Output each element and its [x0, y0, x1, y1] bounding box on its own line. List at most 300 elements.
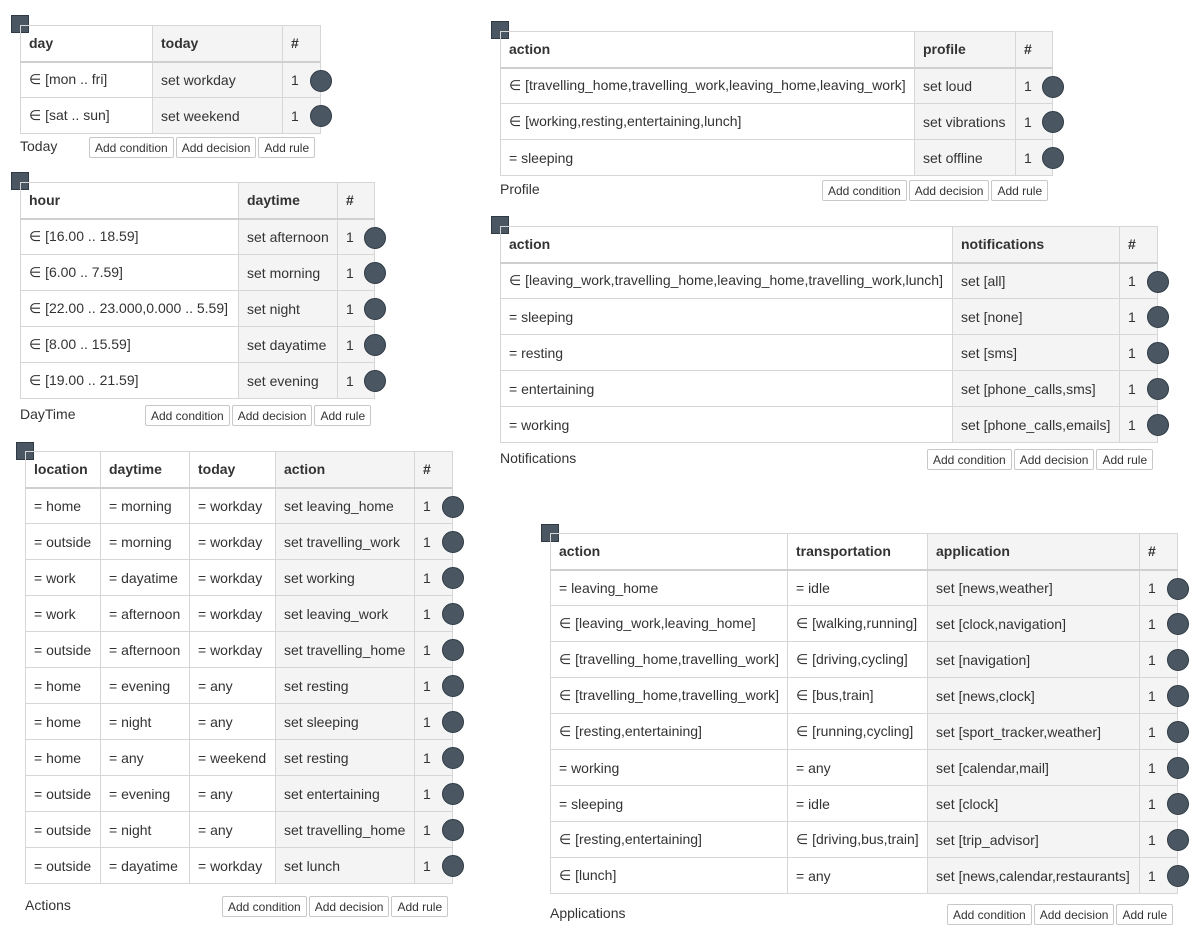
output-cell[interactable]: set leaving_home [276, 488, 415, 524]
input-cell[interactable]: ∈ [walking,running] [788, 606, 928, 642]
input-cell[interactable]: ∈ [leaving_work,travelling_home,leaving_home,travelling_work,lunch] [501, 263, 953, 299]
output-header-application[interactable]: application [928, 534, 1140, 570]
input-header-transportation[interactable]: transportation [788, 534, 928, 570]
output-cell[interactable]: set dayatime [239, 327, 338, 363]
output-cell[interactable]: set lunch [276, 848, 415, 884]
output-cell[interactable]: set afternoon [239, 219, 338, 255]
header-row [26, 452, 453, 488]
table-row [501, 299, 1158, 335]
input-cell[interactable]: ∈ [19.00 .. 21.59] [21, 363, 239, 399]
applications-table [550, 533, 1178, 894]
table-row [26, 812, 453, 848]
add-rule-button[interactable]: Add rule [1116, 904, 1173, 925]
rule-number: 1 [1148, 795, 1156, 812]
rule-handle-icon[interactable] [364, 262, 386, 284]
rule-handle-icon[interactable] [364, 298, 386, 320]
output-header-notifications[interactable]: notifications [953, 227, 1120, 263]
input-cell[interactable]: = sleeping [501, 140, 915, 176]
table-row [21, 62, 321, 98]
table-row [501, 68, 1053, 104]
rule-number-cell [1140, 786, 1178, 822]
input-cell[interactable]: ∈ [running,cycling] [788, 714, 928, 750]
input-cell[interactable]: ∈ [travelling_home,travelling_work] [551, 678, 788, 714]
input-header-action[interactable]: action [551, 534, 788, 570]
applications-actions [947, 904, 1173, 925]
rule-handle-icon[interactable] [310, 70, 332, 92]
rule-number-cell [1016, 104, 1053, 140]
hit-policy-header: # [283, 26, 321, 62]
rule-handle-icon[interactable] [1167, 793, 1189, 815]
input-cell[interactable]: ∈ [driving,cycling] [788, 642, 928, 678]
rule-handle-icon[interactable] [442, 747, 464, 769]
rule-handle-icon[interactable] [1167, 757, 1189, 779]
input-header-hour[interactable]: hour [21, 183, 239, 219]
add-decision-button[interactable]: Add decision [232, 405, 313, 426]
rule-number: 1 [291, 107, 299, 124]
rule-number: 1 [423, 713, 431, 730]
table-row [26, 848, 453, 884]
table-row [551, 714, 1178, 750]
add-condition-button[interactable]: Add condition [947, 904, 1032, 925]
input-cell[interactable]: = workday [190, 632, 276, 668]
input-header-daytime[interactable]: daytime [101, 452, 190, 488]
rule-number: 1 [1148, 831, 1156, 848]
table-name-notifications[interactable]: Notifications [500, 450, 577, 466]
rule-number: 1 [1128, 272, 1136, 289]
add-decision-button[interactable]: Add decision [176, 137, 257, 158]
input-cell[interactable]: = workday [190, 596, 276, 632]
table-row [26, 488, 453, 524]
input-cell[interactable]: = idle [788, 570, 928, 606]
rule-handle-icon[interactable] [1147, 306, 1169, 328]
rule-number-cell [415, 812, 453, 848]
rule-number-cell [1120, 335, 1158, 371]
table-name-today[interactable]: Today [20, 138, 58, 154]
input-cell[interactable]: = outside [26, 812, 101, 848]
table-row [21, 291, 375, 327]
table-row [501, 263, 1158, 299]
input-cell[interactable]: ∈ [driving,bus,train] [788, 822, 928, 858]
input-cell[interactable]: = home [26, 668, 101, 704]
hit-policy-header: # [415, 452, 453, 488]
table-row [26, 704, 453, 740]
rule-number: 1 [1148, 687, 1156, 704]
output-cell[interactable]: set resting [276, 668, 415, 704]
rule-handle-icon[interactable] [1167, 685, 1189, 707]
daytime-actions [145, 405, 371, 426]
table-row [26, 776, 453, 812]
rule-number-cell [1140, 570, 1178, 606]
rule-number-cell [338, 327, 375, 363]
output-cell[interactable]: set [phone_calls,emails] [953, 407, 1120, 443]
input-cell[interactable]: = outside [26, 848, 101, 884]
add-rule-button[interactable]: Add rule [1096, 449, 1153, 470]
input-cell[interactable]: = any [101, 740, 190, 776]
rule-number-cell [1140, 606, 1178, 642]
input-cell[interactable]: = sleeping [501, 299, 953, 335]
input-header-day[interactable]: day [21, 26, 153, 62]
header-row [21, 183, 375, 219]
rule-number-cell [1140, 858, 1178, 894]
output-cell[interactable]: set [calendar,mail] [928, 750, 1140, 786]
table-row [551, 678, 1178, 714]
rule-number: 1 [423, 569, 431, 586]
rule-number-cell [415, 776, 453, 812]
table-row [551, 642, 1178, 678]
rule-handle-icon[interactable] [1167, 613, 1189, 635]
daytime-table [20, 182, 375, 399]
input-cell[interactable]: = morning [101, 524, 190, 560]
output-cell[interactable]: set vibrations [915, 104, 1016, 140]
output-cell[interactable]: set [navigation] [928, 642, 1140, 678]
rule-number: 1 [346, 300, 354, 317]
rule-number-cell [1016, 68, 1053, 104]
rule-handle-icon[interactable] [1167, 829, 1189, 851]
rule-number: 1 [1148, 615, 1156, 632]
rule-number: 1 [423, 749, 431, 766]
output-cell[interactable]: set [clock] [928, 786, 1140, 822]
rule-handle-icon[interactable] [1042, 111, 1064, 133]
rule-number-cell [415, 848, 453, 884]
input-cell[interactable]: = workday [190, 848, 276, 884]
table-row [551, 570, 1178, 606]
output-cell[interactable]: set weekend [153, 98, 283, 134]
output-header-today[interactable]: today [153, 26, 283, 62]
rule-number-cell [1016, 140, 1053, 176]
output-cell[interactable]: set workday [153, 62, 283, 98]
output-cell[interactable]: set travelling_work [276, 524, 415, 560]
add-decision-button[interactable]: Add decision [1034, 904, 1115, 925]
rule-number-cell [338, 219, 375, 255]
rule-handle-icon[interactable] [442, 496, 464, 518]
rule-number-cell [415, 704, 453, 740]
rule-handle-icon[interactable] [442, 711, 464, 733]
output-cell[interactable]: set leaving_work [276, 596, 415, 632]
rule-number-cell [1140, 822, 1178, 858]
input-cell[interactable]: = afternoon [101, 632, 190, 668]
header-row [551, 534, 1178, 570]
rule-number-cell [1120, 371, 1158, 407]
input-cell[interactable]: ∈ [lunch] [551, 858, 788, 894]
rule-number: 1 [423, 677, 431, 694]
today-actions [89, 137, 315, 158]
input-cell[interactable]: = idle [788, 786, 928, 822]
input-cell[interactable]: = evening [101, 776, 190, 812]
table-row [21, 255, 375, 291]
input-cell[interactable]: ∈ [8.00 .. 15.59] [21, 327, 239, 363]
output-cell[interactable]: set [clock,navigation] [928, 606, 1140, 642]
rule-number-cell [1140, 714, 1178, 750]
input-cell[interactable]: = work [26, 596, 101, 632]
hit-policy-header: # [1120, 227, 1158, 263]
output-cell[interactable]: set offline [915, 140, 1016, 176]
input-cell[interactable]: = night [101, 812, 190, 848]
rule-number-cell [1120, 263, 1158, 299]
table-row [551, 786, 1178, 822]
rule-number-cell [1120, 299, 1158, 335]
input-cell[interactable]: = morning [101, 488, 190, 524]
today-table [20, 25, 321, 134]
output-cell[interactable]: set [none] [953, 299, 1120, 335]
output-cell[interactable]: set entertaining [276, 776, 415, 812]
table-name-actions[interactable]: Actions [25, 897, 71, 913]
table-row [26, 632, 453, 668]
input-cell[interactable]: = afternoon [101, 596, 190, 632]
output-cell[interactable]: set travelling_home [276, 812, 415, 848]
rule-handle-icon[interactable] [1147, 414, 1169, 436]
profile-actions [822, 180, 1048, 201]
input-cell[interactable]: = any [190, 776, 276, 812]
output-cell[interactable]: set [sms] [953, 335, 1120, 371]
rule-number: 1 [346, 264, 354, 281]
output-cell[interactable]: set [news,weather] [928, 570, 1140, 606]
input-cell[interactable]: = home [26, 704, 101, 740]
output-cell[interactable]: set working [276, 560, 415, 596]
rule-number-cell [415, 596, 453, 632]
rule-handle-icon[interactable] [364, 370, 386, 392]
input-cell[interactable]: ∈ [resting,entertaining] [551, 714, 788, 750]
rule-number-cell [338, 255, 375, 291]
input-cell[interactable]: = any [190, 704, 276, 740]
rule-number: 1 [1148, 579, 1156, 596]
rule-number-cell [283, 62, 321, 98]
add-rule-button[interactable]: Add rule [391, 896, 448, 917]
input-cell[interactable]: = sleeping [551, 786, 788, 822]
table-row [501, 335, 1158, 371]
rule-number-cell [338, 363, 375, 399]
rule-handle-icon[interactable] [442, 675, 464, 697]
output-cell[interactable]: set [all] [953, 263, 1120, 299]
rule-handle-icon[interactable] [1042, 76, 1064, 98]
table-row [21, 363, 375, 399]
table-name-daytime[interactable]: DayTime [20, 406, 76, 422]
rule-number: 1 [346, 372, 354, 389]
rule-number-cell [415, 632, 453, 668]
rule-number: 1 [423, 641, 431, 658]
output-cell[interactable]: set resting [276, 740, 415, 776]
rule-number-cell [415, 524, 453, 560]
rule-number-cell [1140, 678, 1178, 714]
rule-number: 1 [423, 605, 431, 622]
rule-number: 1 [1148, 651, 1156, 668]
input-cell[interactable]: ∈ [bus,train] [788, 678, 928, 714]
table-name-profile[interactable]: Profile [500, 181, 540, 197]
input-header-location[interactable]: location [26, 452, 101, 488]
output-header-profile[interactable]: profile [915, 32, 1016, 68]
rule-handle-icon[interactable] [1147, 342, 1169, 364]
input-cell[interactable]: = workday [190, 560, 276, 596]
rule-handle-icon[interactable] [442, 639, 464, 661]
rule-handle-icon[interactable] [442, 783, 464, 805]
output-cell[interactable]: set loud [915, 68, 1016, 104]
rule-number: 1 [1128, 344, 1136, 361]
table-row [26, 740, 453, 776]
input-header-action[interactable]: action [501, 227, 953, 263]
rule-number: 1 [291, 71, 299, 88]
output-cell[interactable]: set [phone_calls,sms] [953, 371, 1120, 407]
table-name-applications[interactable]: Applications [550, 905, 626, 921]
input-cell[interactable]: = any [190, 812, 276, 848]
table-row [551, 858, 1178, 894]
rule-number: 1 [423, 497, 431, 514]
rule-handle-icon[interactable] [442, 603, 464, 625]
input-cell[interactable]: ∈ [6.00 .. 7.59] [21, 255, 239, 291]
hit-policy-header: # [1140, 534, 1178, 570]
output-cell[interactable]: set morning [239, 255, 338, 291]
add-rule-button[interactable]: Add rule [258, 137, 315, 158]
rule-handle-icon[interactable] [1147, 271, 1169, 293]
input-header-today[interactable]: today [190, 452, 276, 488]
rule-handle-icon[interactable] [442, 855, 464, 877]
input-cell[interactable]: ∈ [travelling_home,travelling_work] [551, 642, 788, 678]
rule-number: 1 [346, 228, 354, 245]
rule-number-cell [338, 291, 375, 327]
input-cell[interactable]: = dayatime [101, 560, 190, 596]
output-cell[interactable]: set [news,calendar,restaurants] [928, 858, 1140, 894]
rule-number-cell [415, 488, 453, 524]
output-cell[interactable]: set night [239, 291, 338, 327]
rule-number: 1 [423, 533, 431, 550]
input-cell[interactable]: = evening [101, 668, 190, 704]
rule-handle-icon[interactable] [1167, 721, 1189, 743]
rule-handle-icon[interactable] [442, 819, 464, 841]
header-row [21, 26, 321, 62]
input-cell[interactable]: ∈ [22.00 .. 23.000,0.000 .. 5.59] [21, 291, 239, 327]
table-row [501, 104, 1053, 140]
input-cell[interactable]: ∈ [working,resting,entertaining,lunch] [501, 104, 915, 140]
input-cell[interactable]: ∈ [leaving_work,leaving_home] [551, 606, 788, 642]
rule-number-cell [415, 740, 453, 776]
rule-handle-icon[interactable] [364, 334, 386, 356]
actions-actions [222, 896, 448, 917]
input-cell[interactable]: = night [101, 704, 190, 740]
rule-number: 1 [346, 336, 354, 353]
rule-handle-icon[interactable] [364, 227, 386, 249]
input-cell[interactable]: = home [26, 488, 101, 524]
rule-number-cell [283, 98, 321, 134]
table-row [501, 407, 1158, 443]
input-cell[interactable]: = any [788, 858, 928, 894]
output-cell[interactable]: set [trip_advisor] [928, 822, 1140, 858]
output-cell[interactable]: set [sport_tracker,weather] [928, 714, 1140, 750]
rule-number: 1 [423, 821, 431, 838]
table-row [26, 668, 453, 704]
profile-table [500, 31, 1053, 176]
rule-handle-icon[interactable] [1167, 649, 1189, 671]
rule-number-cell [1120, 407, 1158, 443]
notifications-table [500, 226, 1158, 443]
hit-policy-header: # [1016, 32, 1053, 68]
input-cell[interactable]: = dayatime [101, 848, 190, 884]
header-row [501, 32, 1053, 68]
actions-table [25, 451, 453, 884]
input-cell[interactable]: ∈ [resting,entertaining] [551, 822, 788, 858]
add-rule-button[interactable]: Add rule [314, 405, 371, 426]
rule-handle-icon[interactable] [1042, 147, 1064, 169]
output-header-daytime[interactable]: daytime [239, 183, 338, 219]
add-condition-button[interactable]: Add condition [222, 896, 307, 917]
rule-number-cell [415, 560, 453, 596]
add-condition-button[interactable]: Add condition [89, 137, 174, 158]
table-row [551, 750, 1178, 786]
add-rule-button[interactable]: Add rule [991, 180, 1048, 201]
rule-handle-icon[interactable] [1147, 378, 1169, 400]
rule-handle-icon[interactable] [442, 531, 464, 553]
input-cell[interactable]: ∈ [sat .. sun] [21, 98, 153, 134]
input-cell[interactable]: = any [788, 750, 928, 786]
add-decision-button[interactable]: Add decision [1014, 449, 1095, 470]
table-row [26, 596, 453, 632]
input-header-action[interactable]: action [501, 32, 915, 68]
input-cell[interactable]: ∈ [travelling_home,travelling_work,leaving_home,leaving_work] [501, 68, 915, 104]
output-cell[interactable]: set evening [239, 363, 338, 399]
input-cell[interactable]: = outside [26, 524, 101, 560]
input-cell[interactable]: = work [26, 560, 101, 596]
input-cell[interactable]: = outside [26, 632, 101, 668]
add-decision-button[interactable]: Add decision [309, 896, 390, 917]
input-cell[interactable]: ∈ [mon .. fri] [21, 62, 153, 98]
input-cell[interactable]: = workday [190, 488, 276, 524]
input-cell[interactable]: ∈ [16.00 .. 18.59] [21, 219, 239, 255]
table-row [551, 606, 1178, 642]
input-cell[interactable]: = entertaining [501, 371, 953, 407]
hit-policy-header: # [338, 183, 375, 219]
input-cell[interactable]: = weekend [190, 740, 276, 776]
rule-number: 1 [1024, 149, 1032, 166]
input-cell[interactable]: = outside [26, 776, 101, 812]
table-row [21, 327, 375, 363]
output-cell[interactable]: set travelling_home [276, 632, 415, 668]
input-cell[interactable]: = leaving_home [551, 570, 788, 606]
output-cell[interactable]: set sleeping [276, 704, 415, 740]
input-cell[interactable]: = workday [190, 524, 276, 560]
table-row [26, 560, 453, 596]
table-row [551, 822, 1178, 858]
add-condition-button[interactable]: Add condition [822, 180, 907, 201]
input-cell[interactable]: = any [190, 668, 276, 704]
rule-number-cell [415, 668, 453, 704]
input-cell[interactable]: = home [26, 740, 101, 776]
table-row [501, 371, 1158, 407]
rule-number: 1 [1128, 380, 1136, 397]
add-decision-button[interactable]: Add decision [909, 180, 990, 201]
rule-handle-icon[interactable] [1167, 578, 1189, 600]
rule-handle-icon[interactable] [442, 567, 464, 589]
add-condition-button[interactable]: Add condition [927, 449, 1012, 470]
rule-number-cell [1140, 642, 1178, 678]
rule-number: 1 [1128, 308, 1136, 325]
input-cell[interactable]: = working [551, 750, 788, 786]
rule-number-cell [1140, 750, 1178, 786]
table-row [26, 524, 453, 560]
rule-number: 1 [423, 785, 431, 802]
header-row [501, 227, 1158, 263]
input-cell[interactable]: = working [501, 407, 953, 443]
rule-number: 1 [1024, 113, 1032, 130]
rule-number: 1 [1128, 416, 1136, 433]
rule-number: 1 [1148, 723, 1156, 740]
add-condition-button[interactable]: Add condition [145, 405, 230, 426]
rule-handle-icon[interactable] [1167, 865, 1189, 887]
notifications-actions [927, 449, 1153, 470]
output-cell[interactable]: set [news,clock] [928, 678, 1140, 714]
input-cell[interactable]: = resting [501, 335, 953, 371]
rule-number: 1 [423, 857, 431, 874]
table-row [501, 140, 1053, 176]
rule-number: 1 [1024, 77, 1032, 94]
output-header-action[interactable]: action [276, 452, 415, 488]
rule-handle-icon[interactable] [310, 105, 332, 127]
